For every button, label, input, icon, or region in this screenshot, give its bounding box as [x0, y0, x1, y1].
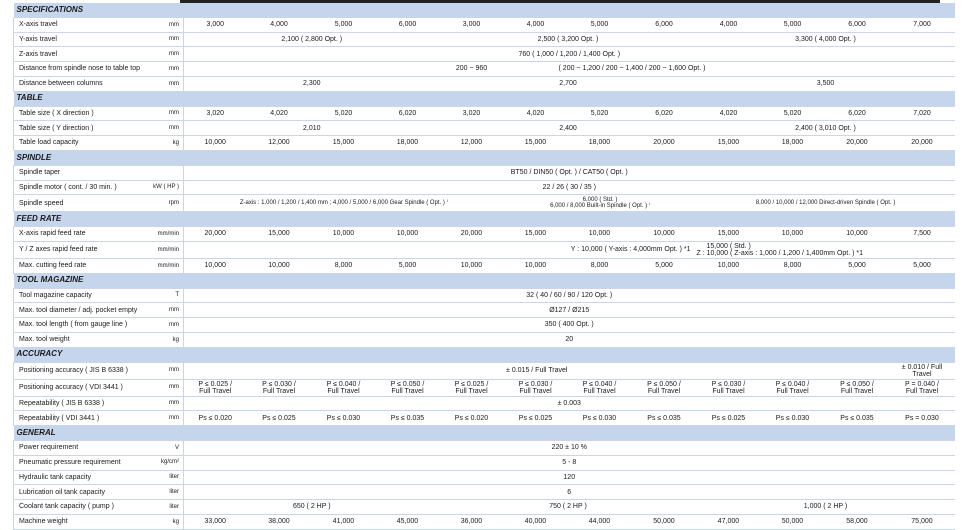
value-cell [697, 241, 955, 258]
row-unit: mm [144, 303, 184, 318]
spec-row-spindle-speed [14, 195, 955, 212]
row-unit: kg [144, 136, 184, 151]
value-cell: 8,000 [312, 258, 376, 273]
value-line: Full Travel [391, 387, 424, 395]
value-cell: 6,000 [376, 17, 440, 32]
speed-builtin: 6,000 / 8,000 Built-in Spindle ( Opt. ) ⁱ [550, 203, 650, 210]
value-cell: ± 0.003 [184, 396, 955, 411]
value-cell: 20,000 [440, 227, 504, 242]
value-cell: 5,000 [312, 17, 376, 32]
value-cell: 5,000 [761, 17, 825, 32]
value-cell: 8,000 [761, 258, 825, 273]
value-cell: 12,000 [247, 136, 312, 151]
value-cell [312, 379, 376, 396]
value-cell: 10,000 [568, 227, 632, 242]
value-cell: 5,000 [632, 258, 697, 273]
pos-jis-last-2: Travel [912, 370, 932, 378]
value-line: Full Travel [905, 387, 939, 395]
row-label: X-axis rapid feed rate [14, 227, 144, 242]
row-label: Table size ( Y direction ) [14, 121, 144, 136]
value-cell: 10,000 [825, 227, 890, 242]
value-cell: 750 ( 2 HP ) [440, 500, 697, 515]
spec-row [14, 17, 955, 32]
value-cell: 2,300 [184, 76, 440, 91]
spec-row [14, 303, 955, 318]
value-cell: 6 [184, 485, 955, 500]
value-cell: 4,000 [697, 17, 761, 32]
value-cell: 6,000 [825, 17, 890, 32]
value-cell: 8,000 [568, 258, 632, 273]
value-cell: Ø127 / Ø215 [184, 303, 955, 318]
row-unit: mm [144, 396, 184, 411]
value-cell: 5,020 [761, 106, 825, 121]
value-line: P ≤ 0.030 / [518, 380, 553, 388]
value-cell: 6,020 [376, 106, 440, 121]
value-cell: 5,000 [568, 17, 632, 32]
value-cell: 2,700 [440, 76, 697, 91]
value-line: P ≤ 0.025 / [198, 380, 233, 388]
value-cell: 20,000 [632, 136, 697, 151]
value-cell: Ps ≤ 0.025 [504, 411, 568, 426]
row-unit: mm [144, 76, 184, 91]
spec-row [14, 396, 955, 411]
value-cell [440, 379, 504, 396]
value-line: P ≤ 0.040 / [326, 380, 361, 388]
value-cell: 47,000 [697, 514, 761, 529]
value-cell: 3,500 [697, 76, 955, 91]
value-cell: 41,000 [312, 514, 376, 529]
value-cell: 12,000 [440, 136, 504, 151]
value-cell: 10,000 [312, 227, 376, 242]
value-line: P ≤ 0.030 / [262, 380, 296, 388]
row-label: Tool magazine capacity [14, 288, 144, 303]
spec-row [14, 62, 955, 77]
value-line: Full Travel [519, 387, 552, 395]
value-cell: 200 ~ 960 [440, 62, 504, 77]
value-cell: 3,020 [184, 106, 247, 121]
value-cell: 15,000 [247, 227, 312, 242]
row-unit: mm/min [144, 258, 184, 273]
row-label: Max. tool diameter / adj. pocket empty [14, 303, 144, 318]
spec-row [14, 106, 955, 121]
value-line: Full Travel [647, 387, 681, 395]
row-label: Y-axis travel [14, 32, 144, 47]
value-cell: 4,000 [504, 17, 568, 32]
value-line: P ≤ 0.040 / [775, 380, 810, 388]
value-cell: 6,000 [632, 17, 697, 32]
value-cell: 2,500 ( 3,200 Opt. ) [440, 32, 697, 47]
value-cell [890, 379, 955, 396]
value-cell: 6,020 [825, 106, 890, 121]
yz-std: 15,000 ( Std. ) [706, 242, 751, 250]
value-cell: Y : 10,000 ( Y-axis : 4,000mm Opt. ) *1 [184, 241, 697, 258]
value-cell: 4,020 [247, 106, 312, 121]
row-unit: liter [144, 500, 184, 515]
row-label: Positioning accuracy ( VDI 3441 ) [14, 379, 144, 396]
row-unit: mm [144, 411, 184, 426]
spec-row [14, 165, 955, 180]
row-label: Pneumatic pressure requirement [14, 455, 144, 470]
value-cell: 10,000 [247, 258, 312, 273]
value-cell: 50,000 [761, 514, 825, 529]
value-cell: 7,000 [890, 17, 955, 32]
value-cell: Ps ≤ 0.035 [632, 411, 697, 426]
value-cell: 18,000 [568, 136, 632, 151]
spec-row [14, 258, 955, 273]
spec-row [14, 47, 955, 62]
value-cell: Ps ≤ 0.035 [376, 411, 440, 426]
value-cell: 45,000 [376, 514, 440, 529]
value-cell: 10,000 [184, 136, 247, 151]
row-unit: mm [144, 47, 184, 62]
value-cell [761, 379, 825, 396]
value-cell: 10,000 [184, 258, 247, 273]
value-cell: 20,000 [825, 136, 890, 151]
value-cell: 8,000 / 10,000 / 12,000 Direct-driven Spindle ( Opt. ) [697, 195, 955, 212]
value-cell [376, 379, 440, 396]
value-cell: 10,000 [632, 227, 697, 242]
value-cell: 7,020 [890, 106, 955, 121]
row-unit: mm [144, 318, 184, 333]
spec-row [14, 288, 955, 303]
value-cell [504, 195, 697, 212]
row-label: Spindle motor ( cont. / 30 min. ) [14, 180, 144, 195]
row-unit: mm [144, 32, 184, 47]
value-cell: 5 - 8 [184, 455, 955, 470]
value-cell: 15,000 [504, 227, 568, 242]
value-cell: 58,000 [825, 514, 890, 529]
row-label: Max. cutting feed rate [14, 258, 144, 273]
value-cell: 36,000 [440, 514, 504, 529]
row-label: Max. tool length ( from gauge line ) [14, 318, 144, 333]
spec-row [14, 455, 955, 470]
value-cell: 5,020 [312, 106, 376, 121]
row-label: Distance from spindle nose to table top [14, 62, 144, 77]
row-label: Z-axis travel [14, 47, 144, 62]
spec-row [14, 136, 955, 151]
value-cell: 50,000 [632, 514, 697, 529]
value-cell: 6,020 [632, 106, 697, 121]
value-cell: Ps ≤ 0.030 [312, 411, 376, 426]
value-cell: 33,000 [184, 514, 247, 529]
row-unit: liter [144, 470, 184, 485]
value-cell: 15,000 [504, 136, 568, 151]
value-cell: 5,000 [376, 258, 440, 273]
spec-row [14, 485, 955, 500]
spec-table [13, 3, 955, 530]
spec-row [14, 32, 955, 47]
value-line: P ≤ 0.050 / [647, 380, 681, 388]
row-unit: mm [144, 17, 184, 32]
spec-row [14, 227, 955, 242]
value-cell: 3,300 ( 4,000 Opt. ) [697, 32, 955, 47]
value-line: P ≤ 0.050 / [390, 380, 425, 388]
value-line: Full Travel [455, 387, 488, 395]
value-cell: 5,000 [825, 258, 890, 273]
row-unit: rpm [144, 195, 184, 212]
spec-row [14, 76, 955, 91]
row-unit: liter [144, 485, 184, 500]
value-cell: 2,010 [184, 121, 440, 136]
value-cell: 4,000 [247, 17, 312, 32]
row-unit: mm [144, 121, 184, 136]
value-cell: 5,020 [568, 106, 632, 121]
row-label: Machine weight [14, 514, 144, 529]
row-unit: mm [144, 362, 184, 379]
value-line: P = 0.040 / [905, 380, 939, 388]
row-unit [144, 165, 184, 180]
value-line: P ≤ 0.030 / [711, 380, 746, 388]
value-cell: Z-axis : 1,000 / 1,200 / 1,400 mm ; 4,000 / 5,000 / 6,000 Gear Spindle ( Opt. ) ⁱ [184, 195, 504, 212]
value-cell [247, 379, 312, 396]
row-unit: mm [144, 62, 184, 77]
value-cell: 15,000 [697, 136, 761, 151]
section-table: TABLE [14, 91, 955, 106]
empty-cell [761, 62, 955, 77]
value-cell: 10,000 [440, 258, 504, 273]
spec-row [14, 121, 955, 136]
value-cell: 350 ( 400 Opt. ) [184, 318, 955, 333]
yz-z: Z : 10,000 ( Z-axis : 1,000 / 1,200 / 1,400mm Opt. ) *1 [696, 249, 864, 257]
row-label: Spindle speed [14, 195, 144, 212]
value-cell: 220 ± 10 % [184, 440, 955, 455]
value-cell: 32 ( 40 / 60 / 90 / 120 Opt. ) [184, 288, 955, 303]
value-line: Full Travel [840, 387, 874, 395]
row-label: Spindle taper [14, 165, 144, 180]
section-spindle: SPINDLE [14, 150, 955, 165]
value-cell [184, 379, 247, 396]
value-cell: Ps ≤ 0.030 [568, 411, 632, 426]
value-cell: Ps ≤ 0.035 [825, 411, 890, 426]
value-cell: Ps ≤ 0.020 [184, 411, 247, 426]
value-cell: Ps ≤ 0.025 [247, 411, 312, 426]
spec-row [14, 180, 955, 195]
section-feed-rate: FEED RATE [14, 212, 955, 227]
row-unit: mm [144, 379, 184, 396]
row-label: Positioning accuracy ( JIS B 6338 ) [14, 362, 144, 379]
row-label: Lubrication oil tank capacity [14, 485, 144, 500]
value-line: Full Travel [199, 387, 232, 395]
spec-row [14, 500, 955, 515]
row-unit: kg [144, 514, 184, 529]
pos-jis-last-1: ± 0.010 / Full [901, 363, 943, 371]
value-cell: Ps ≤ 0.020 [440, 411, 504, 426]
row-unit: V [144, 440, 184, 455]
value-cell: 20,000 [890, 136, 955, 151]
spec-row [14, 514, 955, 529]
row-label: Repeatability ( JIS B 6338 ) [14, 396, 144, 411]
section-general: GENERAL [14, 426, 955, 441]
value-cell: 2,400 [440, 121, 697, 136]
value-cell: Ps ≤ 0.025 [697, 411, 761, 426]
value-cell: 22 / 26 ( 30 / 35 ) [184, 180, 955, 195]
value-cell: 2,400 ( 3,010 Opt. ) [697, 121, 955, 136]
spec-row [14, 470, 955, 485]
value-cell: Ps ≤ 0.030 [761, 411, 825, 426]
value-cell: 120 [184, 470, 955, 485]
row-label: Coolant tank capacity ( pump ) [14, 500, 144, 515]
empty-cell [184, 62, 440, 77]
section-accuracy: ACCURACY [14, 347, 955, 362]
value-cell [890, 362, 955, 379]
value-cell: 18,000 [376, 136, 440, 151]
spec-row [14, 318, 955, 333]
value-line: P ≤ 0.050 / [840, 380, 874, 388]
value-cell: 10,000 [697, 258, 761, 273]
row-unit: kg/cm² [144, 455, 184, 470]
value-cell: 3,020 [440, 106, 504, 121]
row-label: Table size ( X direction ) [14, 106, 144, 121]
value-cell: 4,020 [697, 106, 761, 121]
value-cell [568, 379, 632, 396]
value-cell: 4,020 [504, 106, 568, 121]
value-cell: 760 ( 1,000 / 1,200 / 1,400 Opt. ) [184, 47, 955, 62]
value-line: Full Travel [776, 387, 809, 395]
spec-row [14, 379, 955, 396]
row-label: Table load capacity [14, 136, 144, 151]
value-cell: 5,000 [890, 258, 955, 273]
spec-row-pos-jis [14, 362, 955, 379]
spec-row [14, 440, 955, 455]
row-label: Y / Z axes rapid feed rate [14, 241, 144, 258]
value-cell: 75,000 [890, 514, 955, 529]
row-label: Distance between columns [14, 76, 144, 91]
value-line: Full Travel [262, 387, 296, 395]
value-cell: 15,000 [697, 227, 761, 242]
row-unit: kW ( HP ) [144, 180, 184, 195]
value-cell [504, 379, 568, 396]
row-label: X-axis travel [14, 17, 144, 32]
value-line: P ≤ 0.040 / [582, 380, 617, 388]
value-line: Full Travel [327, 387, 360, 395]
row-unit: mm/min [144, 241, 184, 258]
value-line: Full Travel [583, 387, 616, 395]
value-cell: ( 200 ~ 1,200 / 200 ~ 1,400 / 200 ~ 1,600 Opt. ) [504, 62, 761, 77]
row-label: Repeatability ( VDI 3441 ) [14, 411, 144, 426]
value-cell: 38,000 [247, 514, 312, 529]
row-unit: mm/min [144, 227, 184, 242]
row-label: Hydraulic tank capacity [14, 470, 144, 485]
value-cell [825, 379, 890, 396]
spec-row-yz-rapid [14, 241, 955, 258]
row-unit: mm [144, 106, 184, 121]
section-tool-magazine: TOOL MAGAZINE [14, 273, 955, 288]
value-cell: 20 [184, 332, 955, 347]
value-line: P ≤ 0.025 / [454, 380, 489, 388]
spec-row [14, 411, 955, 426]
row-label: Max. tool weight [14, 332, 144, 347]
value-cell [697, 379, 761, 396]
value-cell: 10,000 [504, 258, 568, 273]
section-specifications: SPECIFICATIONS [14, 3, 955, 17]
row-unit: T [144, 288, 184, 303]
value-cell: ± 0.015 / Full Travel [184, 362, 890, 379]
value-cell: Ps = 0.030 [890, 411, 955, 426]
value-cell: 44,000 [568, 514, 632, 529]
value-cell: BT50 / DIN50 ( Opt. ) / CAT50 ( Opt. ) [184, 165, 955, 180]
value-cell: 15,000 [312, 136, 376, 151]
value-cell: 650 ( 2 HP ) [184, 500, 440, 515]
spec-row [14, 332, 955, 347]
value-cell [632, 379, 697, 396]
value-cell: 3,000 [184, 17, 247, 32]
row-unit: kg [144, 332, 184, 347]
value-line: Full Travel [712, 387, 745, 395]
value-cell: 20,000 [184, 227, 247, 242]
row-label: Power requirement [14, 440, 144, 455]
value-cell: 40,000 [504, 514, 568, 529]
value-cell: 1,000 ( 2 HP ) [697, 500, 955, 515]
value-cell: 2,100 ( 2,800 Opt. ) [184, 32, 440, 47]
value-cell: 7,500 [890, 227, 955, 242]
value-cell: 18,000 [761, 136, 825, 151]
value-cell: 10,000 [761, 227, 825, 242]
value-cell: 3,000 [440, 17, 504, 32]
value-cell: 10,000 [376, 227, 440, 242]
speed-std: 6,000 ( Std. ) [582, 197, 618, 204]
